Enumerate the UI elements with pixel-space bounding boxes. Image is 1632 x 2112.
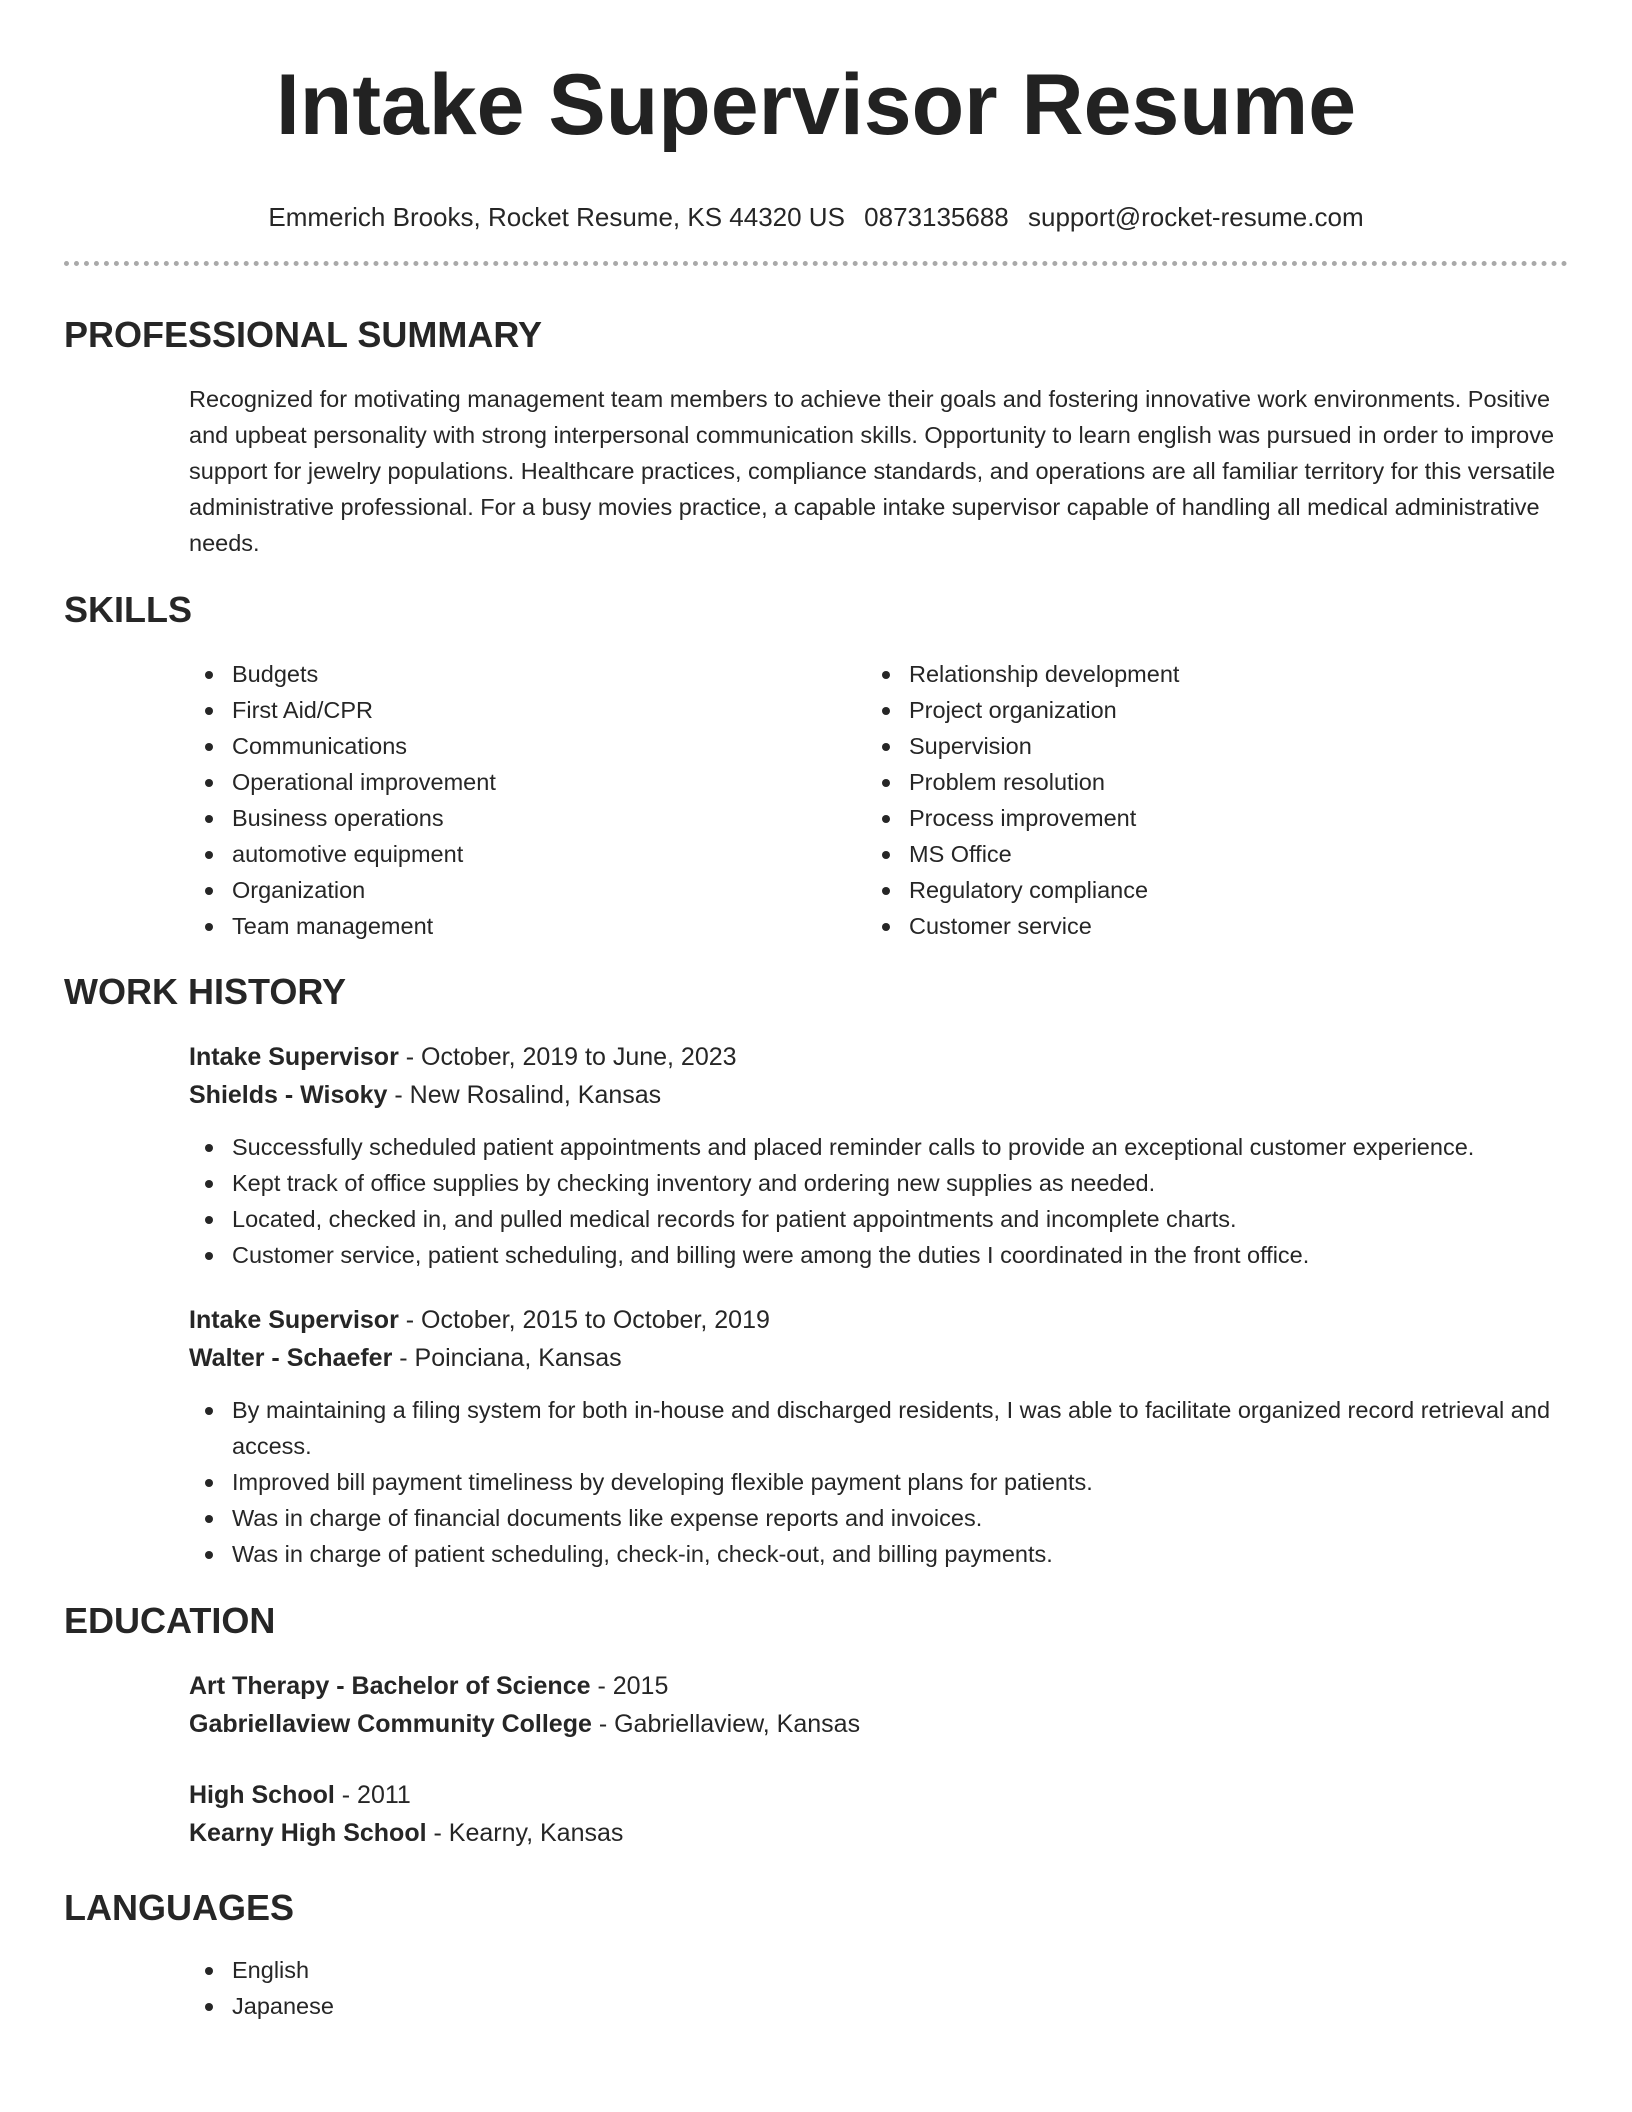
job-duties [189, 1392, 1568, 1572]
degree-year: - 2015 [590, 1672, 669, 1700]
job-duty: Improved bill payment timeliness by developing flexible payment plans for patients. [189, 1464, 1568, 1500]
contact-phone: 0873135688 [864, 202, 1009, 232]
job-company-line [189, 1076, 1568, 1114]
skills-list-left [189, 656, 866, 944]
education-section [64, 1599, 1568, 1852]
job-duty: Located, checked in, and pulled medical records for patient appointments and incomplete charts. [189, 1201, 1568, 1237]
languages-section [64, 1886, 1568, 2024]
job-company-line [189, 1339, 1568, 1377]
degree-name: High School [189, 1781, 335, 1809]
education-heading: EDUCATION [64, 1600, 276, 1641]
summary-section [64, 313, 1568, 561]
skill-item: MS Office [866, 836, 1543, 872]
work-history-heading: WORK HISTORY [64, 971, 347, 1012]
job-entry [64, 1038, 1568, 1273]
skill-item: Problem resolution [866, 764, 1543, 800]
languages-heading: LANGUAGES [64, 1887, 295, 1928]
school-line [189, 1705, 1568, 1743]
skill-item: Operational improvement [189, 764, 866, 800]
skill-item: Communications [189, 728, 866, 764]
resume-title: Intake Supervisor Resume [275, 57, 1357, 153]
work-history-section [64, 970, 1568, 1572]
skill-item: Regulatory compliance [866, 872, 1543, 908]
job-duties [189, 1129, 1568, 1273]
skill-item: Customer service [866, 908, 1543, 944]
skill-item: Organization [189, 872, 866, 908]
language-item: English [189, 1952, 1568, 1988]
job-company: Shields - Wisoky [189, 1081, 388, 1109]
skill-item: Business operations [189, 800, 866, 836]
job-company: Walter - Schaefer [189, 1344, 393, 1372]
degree-year: - 2011 [334, 1781, 411, 1809]
job-dates: - October, 2019 to June, 2023 [398, 1043, 737, 1071]
languages-list [189, 1952, 1568, 2024]
school-location: - Gabriellaview, Kansas [591, 1710, 861, 1738]
school-location: - Kearny, Kansas [426, 1819, 624, 1847]
education-entry [64, 1667, 1568, 1743]
job-duty: Was in charge of financial documents like expense reports and invoices. [189, 1500, 1568, 1536]
skill-item: First Aid/CPR [189, 692, 866, 728]
job-duty: Successfully scheduled patient appointments and placed reminder calls to provide an exceptional customer experience. [189, 1129, 1568, 1165]
contact-line [64, 199, 1568, 235]
job-duty: By maintaining a filing system for both in-house and discharged residents, I was able to facilitate organized record retrieval and access. [189, 1392, 1568, 1464]
degree-name: Art Therapy - Bachelor of Science [189, 1672, 591, 1700]
skill-item: Supervision [866, 728, 1543, 764]
summary-heading: PROFESSIONAL SUMMARY [64, 314, 543, 355]
job-duty: Was in charge of patient scheduling, check-in, check-out, and billing payments. [189, 1536, 1568, 1572]
degree-line [189, 1667, 1568, 1705]
skill-item: Project organization [866, 692, 1543, 728]
school-name: Gabriellaview Community College [189, 1710, 592, 1738]
education-entry [64, 1776, 1568, 1852]
summary-text: Recognized for motivating management team members to achieve their goals and fostering innovative work environments. Positive and upbeat personality with strong interpersonal communication skills. Opportunity to learn english was pursued in order to improve support for jewelry populations. Healthcare practices, compliance standards, and operations are all familiar territory for this versatile administrative professional. For a busy movies practice, a capable intake supervisor capable of handling all medical administrative needs. [189, 386, 1556, 556]
skill-item: automotive equipment [189, 836, 866, 872]
skill-item: Budgets [189, 656, 866, 692]
degree-line [189, 1776, 1568, 1814]
contact-email: support@rocket-resume.com [1028, 202, 1364, 232]
skill-item: Process improvement [866, 800, 1543, 836]
job-dates: - October, 2015 to October, 2019 [398, 1306, 770, 1334]
school-name: Kearny High School [189, 1819, 427, 1847]
job-location: - Poinciana, Kansas [392, 1344, 622, 1372]
job-entry [64, 1301, 1568, 1572]
header-divider [64, 261, 1568, 266]
job-duty: Customer service, patient scheduling, and billing were among the duties I coordinated in the front office. [189, 1237, 1568, 1273]
job-title-line [189, 1301, 1568, 1339]
skills-heading: SKILLS [64, 589, 193, 630]
skills-section [64, 588, 1568, 944]
school-line [189, 1814, 1568, 1852]
job-location: - New Rosalind, Kansas [387, 1081, 662, 1109]
job-title: Intake Supervisor [189, 1043, 399, 1071]
contact-address: Emmerich Brooks, Rocket Resume, KS 44320 US [268, 202, 845, 232]
skills-list-right [866, 656, 1543, 944]
skill-item: Team management [189, 908, 866, 944]
job-title-line [189, 1038, 1568, 1076]
skill-item: Relationship development [866, 656, 1543, 692]
language-item: Japanese [189, 1988, 1568, 2024]
job-title: Intake Supervisor [189, 1306, 399, 1334]
job-duty: Kept track of office supplies by checking inventory and ordering new supplies as needed. [189, 1165, 1568, 1201]
